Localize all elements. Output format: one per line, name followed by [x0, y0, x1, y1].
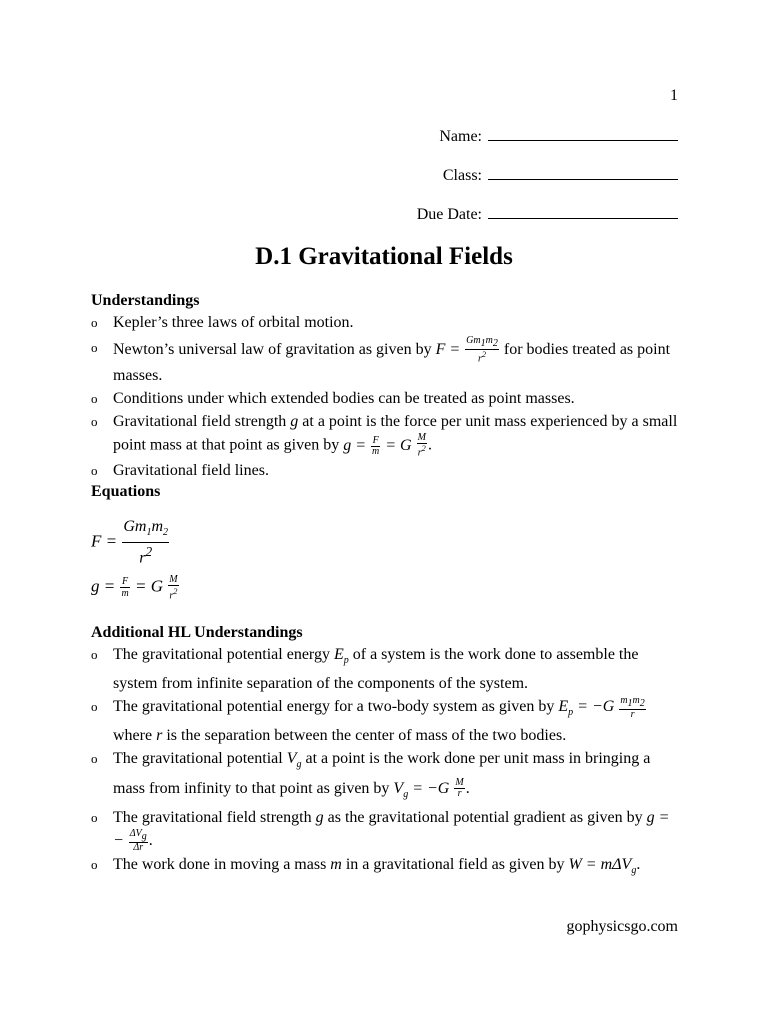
bullet-icon: o — [91, 699, 98, 715]
equation-force: F = $\frac{Gm_1m_2}{r^2}$ — [91, 518, 169, 567]
equations-heading: Equations — [91, 483, 161, 500]
class-blank[interactable] — [488, 167, 678, 180]
footer-website: gophysicsgo.com — [566, 918, 678, 935]
bullet-icon: o — [91, 315, 98, 330]
list-item: o The gravitational field strength g as the gravitational potential gradient as given by g = − $\frac{\Delta V_g}{\Delta r}$ . — [91, 806, 681, 853]
bullet-icon: o — [91, 340, 98, 355]
bullet-icon: o — [91, 857, 98, 873]
due-date-blank[interactable] — [488, 206, 678, 219]
list-item: o The gravitational potential $V_g$ at a point is the work done per unit mass in bringing a mass from infinity to that point as given by $V_g = -G$ $\frac{M}{r}$ . — [91, 747, 681, 805]
additional-hl-heading: Additional HL Understandings — [91, 624, 303, 641]
list-item: o The gravitational potential energy for a two-body system as given by $E_p = -G$ $\frac{m_1m_2}{r}$ where r is the separation between the center of mass of the two bodies. — [91, 694, 645, 745]
list-item: o Conditions under which extended bodies can be treated as point masses. — [91, 387, 681, 410]
bullet-icon: o — [91, 647, 98, 662]
newton-formula: F = $\frac{Gm_1m_2}{r^2}$ — [435, 335, 498, 365]
list-item: o Gravitational field strength g at a point is the force per unit mass experienced by a small point mass at that point as given by g = $\frac{F}{m}$ = G $\frac{M}{r^2}$ . — [91, 410, 681, 458]
name-blank[interactable] — [488, 128, 678, 141]
class-field — [443, 167, 678, 185]
bullet-icon: o — [91, 462, 98, 478]
list-item: o Newton’s universal law of gravitation as given by F = $\frac{Gm_1m_2}{r^2}$ for bodies treated as point masses. — [91, 335, 671, 385]
bullet-icon: o — [91, 809, 98, 825]
list-item: o Gravitational field lines. — [91, 459, 681, 482]
bullet-icon: o — [91, 391, 98, 407]
bullet-icon: o — [91, 414, 98, 430]
list-item: o The work done in moving a mass m in a gravitational field as given by W = mΔV$_g$. — [91, 853, 681, 882]
due-date-label: Due Date: — [416, 206, 482, 223]
understandings-list — [91, 311, 681, 482]
page-number: 1 — [670, 87, 678, 104]
list-item: o Kepler’s three laws of orbital motion. — [91, 311, 681, 334]
name-field — [439, 128, 678, 146]
page-title: D.1 Gravitational Fields — [255, 243, 513, 270]
field-strength-formula: g = $\frac{F}{m}$ = G $\frac{M}{r^2}$ — [343, 432, 426, 459]
equation-field-strength: g = $\frac{F}{m}$ = G $\frac{M}{r^2}$ — [91, 574, 178, 602]
bullet-icon: o — [91, 751, 98, 767]
class-label: Class: — [442, 167, 482, 184]
list-item: o The gravitational potential energy $E_p$ of a system is the work done to assemble the system from infinite separation of the components of the system. — [91, 643, 681, 695]
hl-understandings-list — [91, 643, 681, 882]
due-date-field — [417, 206, 678, 224]
understandings-heading: Understandings — [91, 292, 200, 309]
name-label: Name: — [439, 128, 482, 145]
